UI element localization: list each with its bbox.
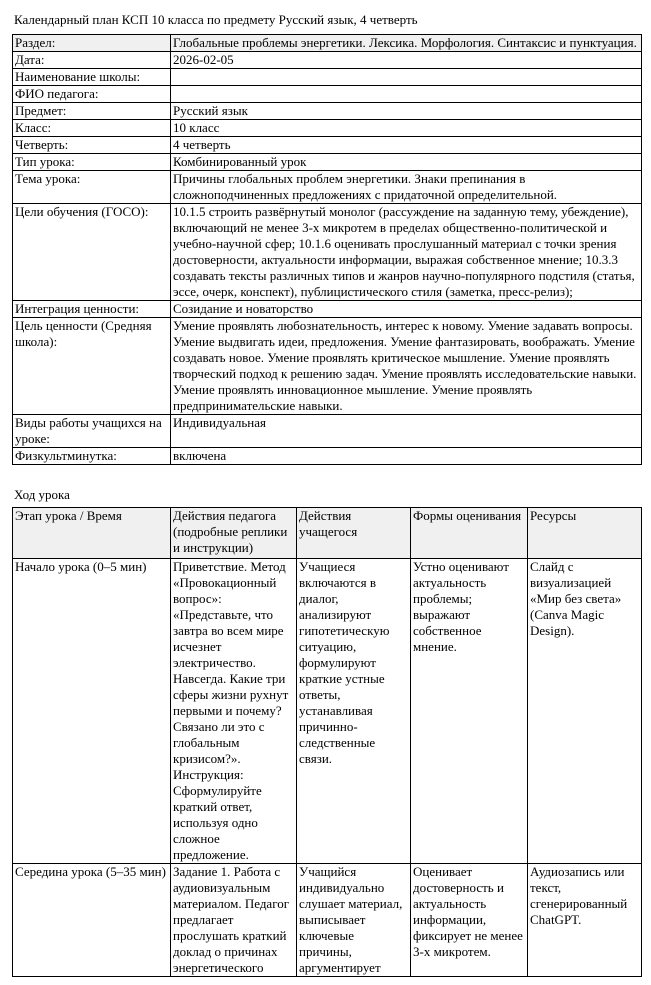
info-label: Тема урока: (13, 171, 171, 204)
plan-stage-cell: Начало урока (0–5 мин) (13, 559, 171, 864)
info-value (171, 86, 642, 103)
plan-resources-cell: Аудиозапись или текст, сгенерированный ChatGPT. (528, 864, 642, 977)
info-value: Причины глобальных проблем энергетики. Знаки препинания в сложноподчиненных предложениях с придаточной определительной. (171, 171, 642, 204)
info-value: Комбинированный урок (171, 154, 642, 171)
info-value (171, 69, 642, 86)
info-row-pe-minute (13, 448, 642, 465)
info-row-value-goal (13, 318, 642, 415)
info-label: Физкультминутка: (13, 448, 171, 465)
info-row-goals (13, 204, 642, 301)
course-heading: Ход урока (14, 487, 70, 502)
info-row-section (13, 35, 642, 52)
plan-stage-cell: Середина урока (5–35 мин) (13, 864, 171, 977)
info-label: Класс: (13, 120, 171, 137)
info-label: Цель ценности (Средняя школа): (13, 318, 171, 415)
info-label: Дата: (13, 52, 171, 69)
lesson-plan-table (12, 507, 642, 977)
info-label: Виды работы учащихся на уроке: (13, 415, 171, 448)
plan-assessment-cell: Оценивает достоверность и актуальность информации, фиксирует не менее 3-х микротем. (411, 864, 528, 977)
info-value: включена (171, 448, 642, 465)
info-row-teacher (13, 86, 642, 103)
info-label: Раздел: (13, 35, 171, 52)
plan-header-cell: Этап урока / Время (13, 508, 171, 559)
info-value: Индивидуальная (171, 415, 642, 448)
info-row-lesson-type (13, 154, 642, 171)
info-label: Интеграция ценности: (13, 301, 171, 318)
plan-assessment-cell: Устно оценивают актуальность проблемы; выражают собственное мнение. (411, 559, 528, 864)
info-label: Четверть: (13, 137, 171, 154)
info-value: 4 четверть (171, 137, 642, 154)
info-row-work-types (13, 415, 642, 448)
info-label: Цели обучения (ГОСО): (13, 204, 171, 301)
plan-row-middle (13, 864, 642, 977)
plan-header-cell: Ресурсы (528, 508, 642, 559)
plan-teacher-cell: Приветствие. Метод «Провокационный вопрос»: «Представьте, что завтра во всем мире исчезнет электричество. Навсегда. Какие три сферы жизни рухнут первыми и почему? Связано ли это с глобальным кризисом?». Инструкция: Сформулируйте краткий ответ, используя одно сложное предложение. (171, 559, 297, 864)
plan-student-cell: Учащийся индивидуально слушает материал, выписывает ключевые причины, аргументирует (297, 864, 411, 977)
info-value: Глобальные проблемы энергетики. Лексика. Морфология. Синтаксис и пунктуация. (171, 35, 642, 52)
info-value: Умение проявлять любознательность, интерес к новому. Умение задавать вопросы. Умение выдвигать идеи, предложения. Умение фантазировать, воображать. Умение создавать новое. Умение проявлять критическое мышление. Умение проявлять творческий подход к решению задач. Умение проявлять исследовательские навыки. Умение проявлять инновационное мышление. Умение проявлять предпринимательские навыки. (171, 318, 642, 415)
plan-header-cell: Формы оценивания (411, 508, 528, 559)
plan-header-row (13, 508, 642, 559)
info-row-date (13, 52, 642, 69)
plan-row-start (13, 559, 642, 864)
document-title: Календарный план КСП 10 класса по предмету Русский язык, 4 четверть (14, 12, 418, 27)
plan-resources-cell: Слайд с визуализацией «Мир без света» (Canva Magic Design). (528, 559, 642, 864)
plan-header-cell: Действия педагога (подробные реплики и инструкции) (171, 508, 297, 559)
info-label: Наименование школы: (13, 69, 171, 86)
plan-student-cell: Учащиеся включаются в диалог, анализируют гипотетическую ситуацию, формулируют краткие устные ответы, устанавливая причинно-следственные связи. (297, 559, 411, 864)
info-row-subject (13, 103, 642, 120)
info-value: Русский язык (171, 103, 642, 120)
plan-header-cell: Действия учащегося (297, 508, 411, 559)
info-row-quarter (13, 137, 642, 154)
info-row-class (13, 120, 642, 137)
info-row-value-integration (13, 301, 642, 318)
info-value: 10 класс (171, 120, 642, 137)
info-label: Тип урока: (13, 154, 171, 171)
info-value: Созидание и новаторство (171, 301, 642, 318)
info-table (12, 34, 642, 465)
plan-teacher-cell: Задание 1. Работа с аудиовизуальным материалом. Педагог предлагает прослушать краткий доклад о причинах энергетического (171, 864, 297, 977)
info-label: ФИО педагога: (13, 86, 171, 103)
info-row-school (13, 69, 642, 86)
info-value: 10.1.5 строить развёрнутый монолог (рассуждение на заданную тему, убеждение), включающий не менее 3-х микротем в пределах общественно-политической и учебно-научной сфер; 10.1.6 оценивать прослушанный материал с точки зрения достоверности, актуальности информации, выражая собственное мнение; 10.3.3 создавать тексты различных типов и жанров научно-популярного подстиля (статья, эссе, очерк, конспект), публицистического стиля (заметка, пресс-релиз); (171, 204, 642, 301)
info-value: 2026-02-05 (171, 52, 642, 69)
info-label: Предмет: (13, 103, 171, 120)
info-row-topic (13, 171, 642, 204)
